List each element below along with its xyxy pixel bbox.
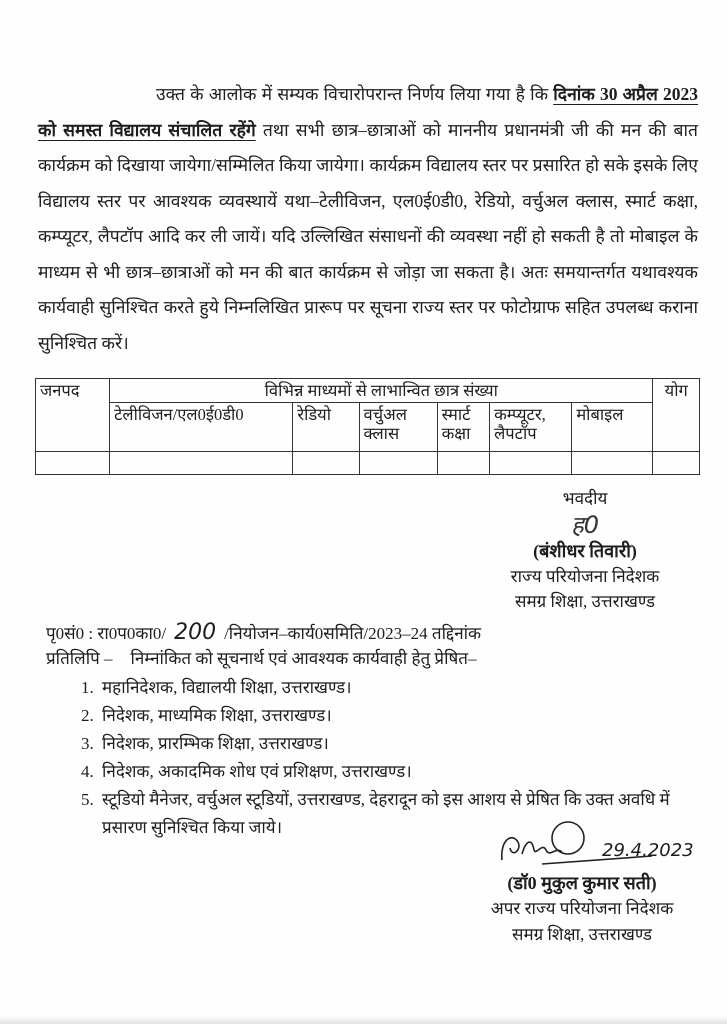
reference-line: [46, 620, 481, 647]
cell-tv: [110, 452, 293, 475]
copy-to-text: निम्नांकित को सूचनार्थ एवं आवश्यक कार्यवाही हेतु प्रेषित–: [130, 649, 477, 668]
reference-suffix: /नियोजन–कार्य0समिति/2023–24 तद्दिनांक: [224, 624, 482, 643]
closing: भवदीय: [562, 489, 608, 508]
signature-2-area: [462, 820, 702, 870]
cell-mobile: [572, 452, 653, 475]
signature-2-date: 29.4.2023: [602, 840, 694, 861]
cell-total: [653, 452, 700, 475]
subheader-mobile: मोबाइल: [572, 403, 653, 452]
signatory-block-1: [470, 486, 700, 614]
signatory-1-designation: राज्य परियोजना निदेशक: [510, 567, 660, 586]
signatory-2-designation: अपर राज्य परियोजना निदेशक: [490, 899, 674, 918]
page-bottom-edge: [0, 1016, 727, 1024]
copy-to-line: [46, 646, 477, 672]
subheader-tv: टेलीविजन/एल0ई0डी0: [110, 403, 293, 452]
copy-recipients-list: [66, 674, 698, 842]
signatory-1-office: समग्र शिक्षा, उत्तराखण्ड: [514, 592, 656, 611]
signatory-2-name: (डॉ0 मुकुल कुमार सती): [507, 873, 657, 893]
signatory-2-office: समग्र शिक्षा, उत्तराखण्ड: [511, 925, 653, 944]
cell-smart-class: [437, 452, 489, 475]
paragraph-text-part1: उक्त के आलोक में सम्यक विचारोपरान्त निर्णय लिया गया है कि: [156, 84, 554, 104]
copy-to-label: प्रतिलिपि –: [46, 649, 113, 668]
subheader-smart-class: स्मार्ट कक्षा: [437, 403, 489, 452]
header-janpad: जनपद: [36, 379, 110, 452]
table-header-row: [36, 379, 700, 403]
header-group: विभिन्न माध्यमों से लाभान्वित छात्र संख्या: [110, 379, 653, 403]
cell-virtual-class: [359, 452, 437, 475]
paragraph-text-part2: तथा सभी छात्र–छात्राओं को माननीय प्रधानमंत्री जी की मन की बात कार्यक्रम को दिखाया जायेगा/सम्मिलित किया जायेगा। कार्यक्रम विद्यालय स्तर पर प्रसारित हो सके इसके लिए विद्यालय स्तर पर आवश्यक व्यवस्थायें यथा–टेलीविजन, एल0ई0डी0, रेडियो, वर्चुअल क्लास, स्मार्ट कक्षा, कम्प्यूटर, लैपटॉप आदि कर ली जायें। यदि उल्लिखित संसाधनों की व्यवस्था नहीं हो सकती है तो मोबाइल के माध्यम से भी छात्र–छात्राओं को मन की बात कार्यक्रम से जोड़ा जा सकता है। अतः समयान्तर्गत यथावश्यक कार्यवाही सुनिश्चित करते हुये निम्नलिखित प्रारूप पर सूचना राज्य स्तर पर फोटोग्राफ सहित उपलब्ध कराना सुनिश्चित करें।: [38, 119, 698, 353]
cell-radio: [293, 452, 359, 475]
list-item: 3. निदेशक, प्रारम्भिक शिक्षा, उत्तराखण्ड।: [98, 730, 698, 758]
reference-number: 200: [174, 620, 217, 645]
beneficiary-table: [35, 378, 700, 475]
signatory-1-name: (बंशीधर तिवारी): [533, 541, 637, 561]
subheader-virtual-class: वर्चुअल क्लास: [359, 403, 437, 452]
list-item: 2. निदेशक, माध्यमिक शिक्षा, उत्तराखण्ड।: [98, 702, 698, 730]
table-subheader-row: [36, 403, 700, 452]
signature-1: ह0: [570, 511, 599, 539]
subheader-computer: कम्प्यूटर, लैपटॉप: [490, 403, 572, 452]
table-row: [36, 452, 700, 475]
header-total: योग: [653, 379, 700, 452]
signatory-block-2: [462, 820, 702, 948]
list-item: 4. निदेशक, अकादमिक शोध एवं प्रशिक्षण, उत्तराखण्ड।: [98, 758, 698, 786]
reference-prefix: पृ0सं0 : रा0प0का0/: [46, 624, 167, 643]
paragraph-emphasis: दिनांक 30 अप्रैल 2023 को समस्त विद्यालय संचालित रहेंगे: [38, 84, 699, 140]
cell-computer: [490, 452, 572, 475]
subheader-radio: रेडियो: [293, 403, 359, 452]
cell-janpad: [36, 452, 110, 475]
list-item: 5. स्टूडियो मैनेजर, वर्चुअल स्टूडियों, उत्तराखण्ड, देहरादून को इस आशय से प्रेषित कि उक्त अवधि में प्रसारण सुनिश्चित किया जाये।: [98, 786, 698, 842]
list-item: 1. महानिदेशक, विद्यालयी शिक्षा, उत्तराखण्ड।: [98, 674, 698, 702]
body-paragraph: [38, 77, 698, 361]
